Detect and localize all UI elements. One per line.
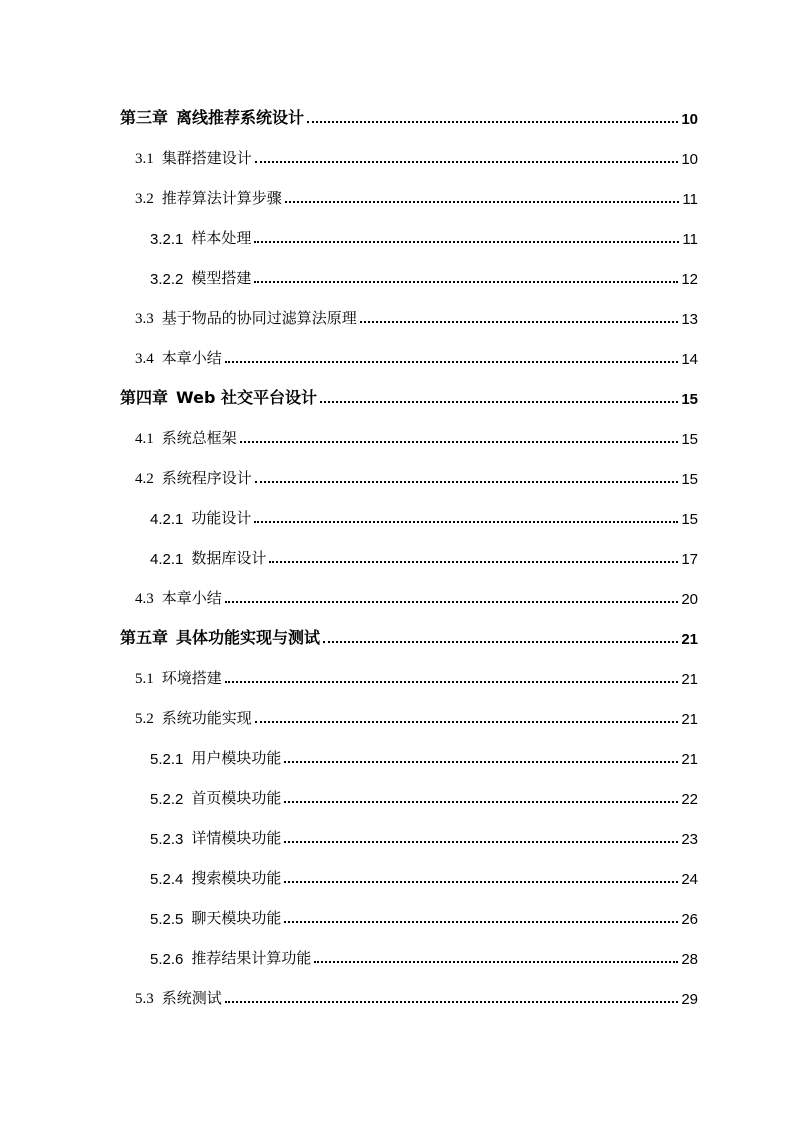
toc-entry-title: 功能设计 xyxy=(191,509,252,527)
toc-section-entry[interactable] xyxy=(135,584,698,608)
toc-entry-number: 3.2.2 xyxy=(150,271,184,288)
toc-section-entry[interactable] xyxy=(150,544,698,568)
toc-page-number: 15 xyxy=(681,431,698,448)
toc-entry-number: 3.3 xyxy=(135,311,154,327)
toc-entry-title: 环境搭建 xyxy=(161,669,222,687)
toc-entry-title: 模型搭建 xyxy=(191,269,252,287)
toc-entry-title: 首页模块功能 xyxy=(191,789,282,807)
toc-entry-number: 第三章 xyxy=(120,110,169,127)
toc-page-number: 22 xyxy=(681,791,698,808)
toc-entry-title: 推荐结果计算功能 xyxy=(191,949,312,967)
toc-dot-leader xyxy=(360,321,679,323)
toc-page-number: 17 xyxy=(681,551,698,568)
toc-dot-leader xyxy=(255,721,679,723)
toc-entry-number: 第四章 xyxy=(120,390,169,407)
toc-entry-number: 3.2 xyxy=(135,191,154,207)
toc-entry-title: 系统测试 xyxy=(161,989,222,1007)
toc-section-entry[interactable] xyxy=(135,664,698,688)
toc-section-entry[interactable] xyxy=(150,904,698,928)
toc-page-number: 29 xyxy=(681,991,698,1008)
toc-page-number: 11 xyxy=(682,231,698,248)
toc-page-number: 12 xyxy=(681,271,698,288)
toc-dot-leader xyxy=(284,881,678,883)
toc-dot-leader xyxy=(269,561,678,563)
toc-page-number: 15 xyxy=(681,511,698,528)
toc-entry-title: 推荐算法计算步骤 xyxy=(161,189,282,207)
toc-page-number: 11 xyxy=(682,191,698,208)
toc-section-entry[interactable] xyxy=(135,344,698,368)
toc-dot-leader xyxy=(225,361,679,363)
toc-entry-number: 5.2.4 xyxy=(150,871,184,888)
toc-dot-leader xyxy=(307,121,678,123)
toc-dot-leader xyxy=(225,1001,679,1003)
toc-entry-number: 4.3 xyxy=(135,591,154,607)
toc-entry-number: 5.2.3 xyxy=(150,831,184,848)
toc-entry-title: 本章小结 xyxy=(161,349,222,367)
toc-dot-leader xyxy=(225,681,679,683)
toc-dot-leader xyxy=(320,401,678,403)
toc-entry-number: 5.2.6 xyxy=(150,951,184,968)
toc-entry-title: 聊天模块功能 xyxy=(191,909,282,927)
toc-dot-leader xyxy=(225,601,679,603)
toc-dot-leader xyxy=(314,961,678,963)
toc-entry-title: 集群搭建设计 xyxy=(161,149,252,167)
toc-entry-number: 3.1 xyxy=(135,151,154,167)
toc-section-entry[interactable] xyxy=(135,424,698,448)
toc-entry-number: 3.4 xyxy=(135,351,154,367)
toc-entry-title: 样本处理 xyxy=(191,229,252,247)
toc-dot-leader xyxy=(323,641,678,643)
toc-entry-title: 用户模块功能 xyxy=(191,749,282,767)
toc-entry-title: 基于物品的协同过滤算法原理 xyxy=(161,309,357,327)
toc-page-number: 28 xyxy=(681,951,698,968)
toc-page-number: 24 xyxy=(681,871,698,888)
toc-entry-number: 第五章 xyxy=(120,630,169,647)
toc-section-entry[interactable] xyxy=(150,944,698,968)
toc-entry-title: 数据库设计 xyxy=(191,549,267,567)
toc-entry-title: Web 社交平台设计 xyxy=(176,388,317,407)
toc-entry-title: 搜索模块功能 xyxy=(191,869,282,887)
toc-chapter-entry[interactable] xyxy=(120,384,698,408)
toc-dot-leader xyxy=(284,921,678,923)
toc-entry-title: 详情模块功能 xyxy=(191,829,282,847)
toc-entry-title: 本章小结 xyxy=(161,589,222,607)
toc-dot-leader xyxy=(285,201,680,203)
toc-entry-title: 系统总框架 xyxy=(161,429,237,447)
toc-page-number: 20 xyxy=(681,591,698,608)
toc-dot-leader xyxy=(254,241,679,243)
toc-entry-number: 5.2.5 xyxy=(150,911,184,928)
toc-section-entry[interactable] xyxy=(150,864,698,888)
toc-page-number: 26 xyxy=(681,911,698,928)
toc-entry-number: 4.2.1 xyxy=(150,551,184,568)
toc-chapter-entry[interactable] xyxy=(120,624,698,648)
toc-page-number: 21 xyxy=(681,671,698,688)
toc-section-entry[interactable] xyxy=(150,224,698,248)
toc-section-entry[interactable] xyxy=(150,824,698,848)
toc-dot-leader xyxy=(255,161,679,163)
toc-chapter-entry[interactable] xyxy=(120,104,698,128)
toc-page-number: 21 xyxy=(681,711,698,728)
toc-section-entry[interactable] xyxy=(135,184,698,208)
toc-dot-leader xyxy=(284,761,678,763)
toc-section-entry[interactable] xyxy=(135,144,698,168)
toc-page-number: 23 xyxy=(681,831,698,848)
toc-page-number: 10 xyxy=(681,151,698,168)
toc-entry-number: 5.2.1 xyxy=(150,751,184,768)
toc-entry-number: 5.3 xyxy=(135,991,154,1007)
toc-section-entry[interactable] xyxy=(135,304,698,328)
toc-dot-leader xyxy=(255,481,679,483)
toc-entry-title: 系统程序设计 xyxy=(161,469,252,487)
toc-section-entry[interactable] xyxy=(150,504,698,528)
toc-dot-leader xyxy=(284,841,678,843)
toc-entry-title: 具体功能实现与测试 xyxy=(176,628,321,647)
toc-entry-number: 5.1 xyxy=(135,671,154,687)
toc-entry-number: 3.2.1 xyxy=(150,231,184,248)
toc-entry-title: 离线推荐系统设计 xyxy=(176,108,305,127)
toc-dot-leader xyxy=(254,281,678,283)
toc-entry-number: 5.2.2 xyxy=(150,791,184,808)
toc-page-number: 21 xyxy=(681,751,698,768)
toc-entry-number: 4.2.1 xyxy=(150,511,184,528)
toc-page-number: 10 xyxy=(681,111,698,128)
toc-page-number: 21 xyxy=(681,631,698,648)
toc-page-number: 14 xyxy=(681,351,698,368)
toc-page-number: 15 xyxy=(681,471,698,488)
toc-entry-number: 5.2 xyxy=(135,711,154,727)
toc-page-number: 15 xyxy=(681,391,698,408)
toc-entry-title: 系统功能实现 xyxy=(161,709,252,727)
toc-page-number: 13 xyxy=(681,311,698,328)
toc-section-entry[interactable] xyxy=(135,704,698,728)
toc-dot-leader xyxy=(240,441,679,443)
toc-dot-leader xyxy=(284,801,678,803)
toc-section-entry[interactable] xyxy=(150,264,698,288)
toc-entry-number: 4.1 xyxy=(135,431,154,447)
toc-section-entry[interactable] xyxy=(135,984,698,1008)
toc-entry-number: 4.2 xyxy=(135,471,154,487)
toc-section-entry[interactable] xyxy=(150,744,698,768)
toc-section-entry[interactable] xyxy=(150,784,698,808)
toc-section-entry[interactable] xyxy=(135,464,698,488)
toc-dot-leader xyxy=(254,521,678,523)
